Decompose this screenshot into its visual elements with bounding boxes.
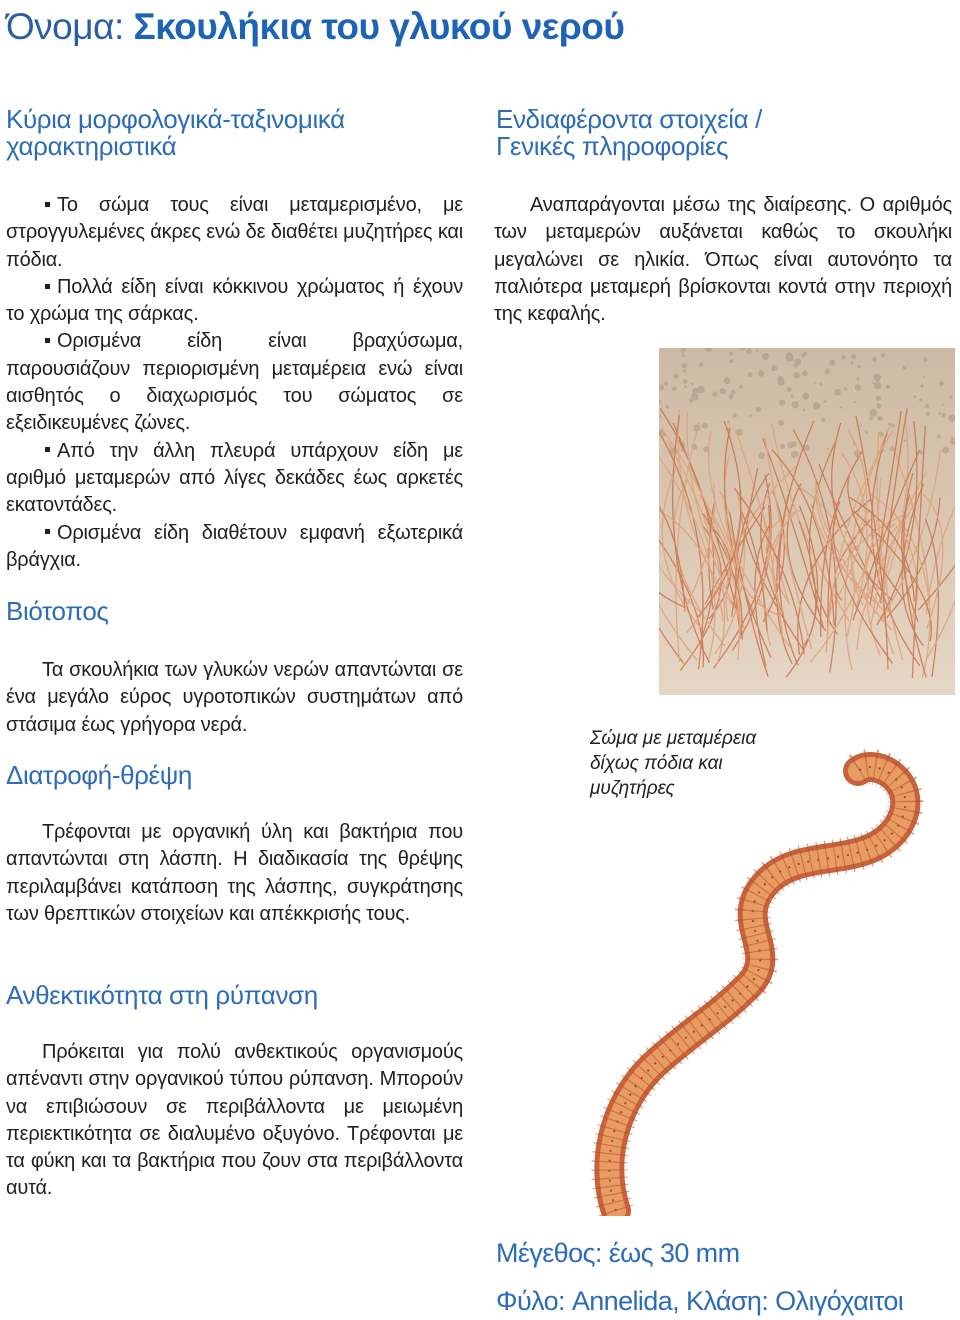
phylum-value: Annelida, xyxy=(571,1286,680,1316)
size-row xyxy=(496,1238,739,1268)
title-label: Όνομα: xyxy=(6,6,124,47)
pollution-heading: Ανθεκτικότητα στη ρύπανση xyxy=(6,980,318,1010)
worm-colony-image xyxy=(659,348,955,695)
class-label: Κλάση: xyxy=(685,1286,769,1316)
info-text: Αναπαράγονται μέσω της διαίρεσης. Ο αριθμός των μεταμερών αυξάνεται καθώς το σκουλήκι μεγαλώνει σε ηλικία. Όπως είναι αυτονόητο τα παλιότερα μεταμερή βρίσκονται κοντά στην περιοχή της κεφαλής. xyxy=(494,194,952,326)
list-item: Ορισμένα είδη είναι βραχύσωμα, παρουσιάζουν περιορισμένη μεταμέρεια ενώ είναι αισθητός ο διαχωρισμός του σώματος σε εξειδικευμένες ζώνες. xyxy=(6,330,463,435)
pollution-text: Πρόκειται για πολύ ανθεκτικούς οργανισμούς απέναντι στην οργανικού τύπου ρύπανση. Μπορούν να επιβιώσουν σε περιβάλλοντα με μειωμένη περιεκτικότητα σε διαλυμένο οξυγόνο. Τρέφονται με τα φύκη και τα βακτήρια που ζουν στα περιβάλλοντα αυτά. xyxy=(6,1041,463,1200)
morphology-list xyxy=(6,192,463,574)
page-title xyxy=(6,4,624,50)
list-item: Από την άλλη πλευρά υπάρχουν είδη με αριθμό μεταμερών από λίγες δεκάδες έως αρκετές εκατοντάδες. xyxy=(6,439,463,517)
list-item: Ορισμένα είδη διαθέτουν εμφανή εξωτερικά βράγχια. xyxy=(6,521,463,571)
morphology-heading: Κύρια μορφολογικά-ταξινομικά χαρακτηριστικά xyxy=(6,104,345,161)
phylum-label: Φύλο: xyxy=(496,1286,565,1316)
info-heading: Ενδιαφέροντα στοιχεία / Γενικές πληροφορίες xyxy=(496,104,762,161)
size-label: Μέγεθος: xyxy=(496,1238,602,1268)
title-value: Σκουλήκια του γλυκού νερού xyxy=(133,6,625,47)
habitat-text: Τα σκουλήκια των γλυκών νερών απαντώνται σε ένα μεγάλο εύρος υγροτοπικών συστημάτων από στάσιμα έως γρήγορα νερά. xyxy=(6,659,463,736)
class-value: Ολιγόχαιτοι xyxy=(775,1286,904,1316)
taxonomy-row xyxy=(496,1286,903,1316)
size-value: έως 30 mm xyxy=(608,1238,740,1268)
list-item: Πολλά είδη είναι κόκκινου χρώματος ή έχουν το χρώμα της σάρκας. xyxy=(6,275,463,326)
feeding-heading: Διατροφή-θρέψη xyxy=(6,760,192,790)
habitat-heading: Βιότοπος xyxy=(6,596,109,626)
feeding-text: Τρέφονται με οργανική ύλη και βακτήρια που απαντώνται στη λάσπη. Η διαδικασία της θρέψης περιλαμβάνει κατάποση της λάσπης, συγκράτησης των θρεπτικών στοιχείων και απέκκρισής τους. xyxy=(6,821,463,925)
list-item: Το σώμα τους είναι μεταμερισμένο, με στρογγυλεμένες άκρες ενώ δε διαθέτει μυζητήρες και πόδια. xyxy=(6,194,463,271)
worm-colony-photo xyxy=(659,348,955,695)
worm-caption: Σώμα με μεταμέρεια δίχως πόδια και μυζητήρες xyxy=(590,728,757,799)
